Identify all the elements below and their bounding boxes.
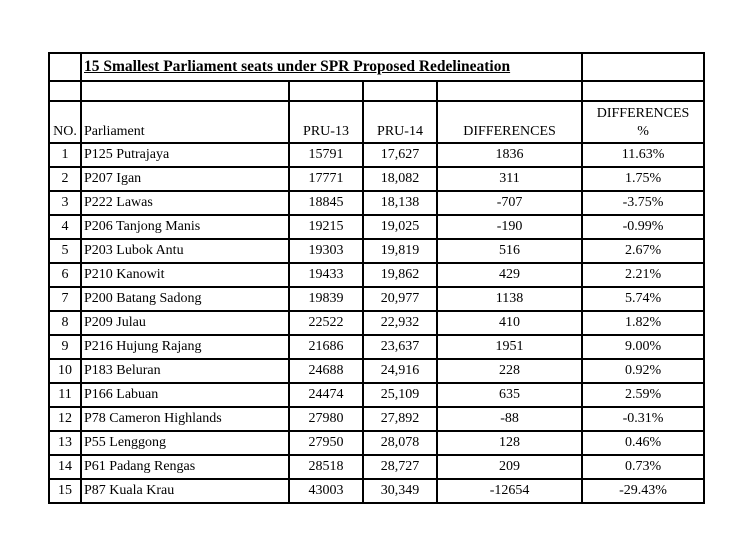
title-row-empty-right-cell (582, 53, 704, 81)
parliament-cell: P61 Padang Rengas (81, 455, 289, 479)
pru13-cell: 19839 (289, 287, 363, 311)
pru14-cell: 20,977 (363, 287, 437, 311)
differences-pct-cell: 2.21% (582, 263, 704, 287)
col-header-parliament: Parliament (81, 101, 289, 143)
table-row (49, 287, 704, 311)
row-number-cell: 10 (49, 359, 81, 383)
row-number-cell: 6 (49, 263, 81, 287)
pru13-cell: 21686 (289, 335, 363, 359)
parliament-cell: P207 Igan (81, 167, 289, 191)
differences-pct-cell: 11.63% (582, 143, 704, 167)
table-row (49, 263, 704, 287)
parliament-cell: P209 Julau (81, 311, 289, 335)
differences-cell: 429 (437, 263, 582, 287)
row-number-cell: 13 (49, 431, 81, 455)
spacer-cell (49, 81, 81, 101)
parliament-cell: P200 Batang Sadong (81, 287, 289, 311)
pru13-cell: 19303 (289, 239, 363, 263)
parliament-cell: P55 Lenggong (81, 431, 289, 455)
table-row (49, 311, 704, 335)
differences-cell: -88 (437, 407, 582, 431)
pru14-cell: 18,138 (363, 191, 437, 215)
parliament-cell: P87 Kuala Krau (81, 479, 289, 503)
pru14-cell: 22,932 (363, 311, 437, 335)
col-header-differences-pct-line1: DIFFERENCES (596, 106, 690, 121)
differences-cell: 1138 (437, 287, 582, 311)
row-number-cell: 1 (49, 143, 81, 167)
table-title: 15 Smallest Parliament seats under SPR Proposed Redelineation (84, 58, 511, 75)
row-number-cell: 3 (49, 191, 81, 215)
differences-pct-cell: 9.00% (582, 335, 704, 359)
differences-cell: 410 (437, 311, 582, 335)
pru13-cell: 18845 (289, 191, 363, 215)
spacer-cell (289, 81, 363, 101)
row-number-cell: 8 (49, 311, 81, 335)
table-row (49, 383, 704, 407)
pru13-cell: 19433 (289, 263, 363, 287)
row-number-cell: 15 (49, 479, 81, 503)
table-row (49, 191, 704, 215)
spacer-cell (363, 81, 437, 101)
pru14-cell: 28,727 (363, 455, 437, 479)
table-row (49, 455, 704, 479)
pru14-cell: 17,627 (363, 143, 437, 167)
table-body (49, 143, 704, 503)
title-row-empty-left-cell (49, 53, 81, 81)
pru13-cell: 27950 (289, 431, 363, 455)
differences-pct-cell: -0.31% (582, 407, 704, 431)
differences-cell: 1951 (437, 335, 582, 359)
parliament-seats-table (48, 52, 705, 504)
differences-pct-cell: 2.59% (582, 383, 704, 407)
parliament-cell: P125 Putrajaya (81, 143, 289, 167)
col-header-differences-pct (582, 101, 704, 143)
col-header-differences-pct-line2: % (637, 123, 649, 139)
pru14-cell: 19,862 (363, 263, 437, 287)
table-row (49, 215, 704, 239)
differences-cell: 228 (437, 359, 582, 383)
row-number-cell: 2 (49, 167, 81, 191)
pru14-cell: 23,637 (363, 335, 437, 359)
parliament-cell: P222 Lawas (81, 191, 289, 215)
spacer-cell (437, 81, 582, 101)
parliament-cell: P203 Lubok Antu (81, 239, 289, 263)
differences-cell: -707 (437, 191, 582, 215)
differences-pct-cell: 1.82% (582, 311, 704, 335)
spacer-cell (81, 81, 289, 101)
table-row (49, 431, 704, 455)
pru14-cell: 28,078 (363, 431, 437, 455)
col-header-pru14: PRU-14 (363, 101, 437, 143)
differences-cell: 635 (437, 383, 582, 407)
table-row (49, 239, 704, 263)
pru14-cell: 25,109 (363, 383, 437, 407)
parliament-cell: P216 Hujung Rajang (81, 335, 289, 359)
pru14-cell: 19,819 (363, 239, 437, 263)
parliament-cell: P166 Labuan (81, 383, 289, 407)
differences-pct-cell: -3.75% (582, 191, 704, 215)
row-number-cell: 5 (49, 239, 81, 263)
spacer-cell (582, 81, 704, 101)
differences-cell: -190 (437, 215, 582, 239)
pru14-cell: 27,892 (363, 407, 437, 431)
header-row (49, 101, 704, 143)
pru13-cell: 15791 (289, 143, 363, 167)
pru13-cell: 22522 (289, 311, 363, 335)
title-cell (81, 53, 582, 81)
table-row (49, 407, 704, 431)
differences-pct-cell: 0.46% (582, 431, 704, 455)
differences-pct-cell: 2.67% (582, 239, 704, 263)
differences-pct-cell: -29.43% (582, 479, 704, 503)
table-row (49, 335, 704, 359)
differences-pct-cell: -0.99% (582, 215, 704, 239)
pru14-cell: 30,349 (363, 479, 437, 503)
pru13-cell: 27980 (289, 407, 363, 431)
pru13-cell: 28518 (289, 455, 363, 479)
col-header-differences: DIFFERENCES (437, 101, 582, 143)
differences-pct-cell: 0.92% (582, 359, 704, 383)
row-number-cell: 12 (49, 407, 81, 431)
row-number-cell: 4 (49, 215, 81, 239)
differences-cell: 209 (437, 455, 582, 479)
spacer-row (49, 81, 704, 101)
parliament-cell: P206 Tanjong Manis (81, 215, 289, 239)
pru14-cell: 24,916 (363, 359, 437, 383)
pru13-cell: 43003 (289, 479, 363, 503)
pru13-cell: 19215 (289, 215, 363, 239)
table-row (49, 143, 704, 167)
row-number-cell: 11 (49, 383, 81, 407)
pru14-cell: 18,082 (363, 167, 437, 191)
row-number-cell: 9 (49, 335, 81, 359)
title-row (49, 53, 704, 81)
parliament-cell: P78 Cameron Highlands (81, 407, 289, 431)
row-number-cell: 7 (49, 287, 81, 311)
row-number-cell: 14 (49, 455, 81, 479)
pru14-cell: 19,025 (363, 215, 437, 239)
table-row (49, 359, 704, 383)
differences-pct-cell: 0.73% (582, 455, 704, 479)
differences-pct-cell: 5.74% (582, 287, 704, 311)
parliament-cell: P210 Kanowit (81, 263, 289, 287)
pru13-cell: 24688 (289, 359, 363, 383)
differences-cell: 128 (437, 431, 582, 455)
col-header-no: NO. (49, 101, 81, 143)
table-row (49, 479, 704, 503)
pru13-cell: 24474 (289, 383, 363, 407)
differences-cell: -12654 (437, 479, 582, 503)
col-header-pru13: PRU-13 (289, 101, 363, 143)
parliament-cell: P183 Beluran (81, 359, 289, 383)
table-row (49, 167, 704, 191)
differences-cell: 516 (437, 239, 582, 263)
differences-cell: 1836 (437, 143, 582, 167)
differences-cell: 311 (437, 167, 582, 191)
pru13-cell: 17771 (289, 167, 363, 191)
differences-pct-cell: 1.75% (582, 167, 704, 191)
